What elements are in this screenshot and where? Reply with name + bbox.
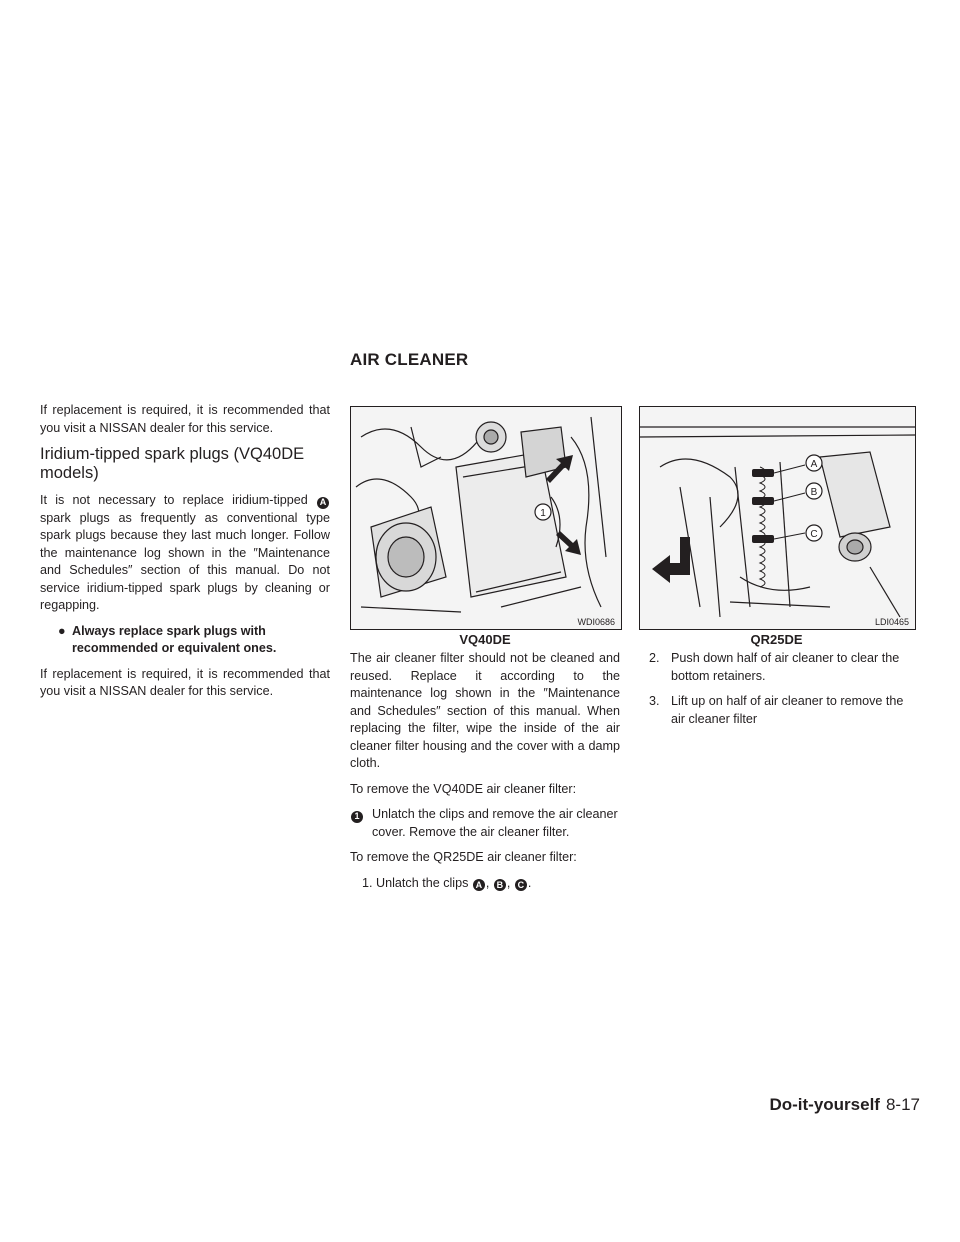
step-vq40de-1 xyxy=(350,806,620,841)
step-qr25de-1 xyxy=(350,875,620,893)
paragraph-qr25de-remove: To remove the QR25DE air cleaner filter: xyxy=(350,850,577,864)
paragraph-iridium xyxy=(40,492,330,615)
page-footer xyxy=(769,1095,920,1115)
figure-caption-vq40de: VQ40DE xyxy=(459,632,511,647)
comma: , xyxy=(506,875,511,890)
marker-b-icon: B xyxy=(494,879,506,891)
footer-section-title: Do-it-yourself xyxy=(769,1095,880,1114)
figure-code-ldi0465: LDI0465 xyxy=(874,617,909,627)
step-qr25de-2 xyxy=(639,650,915,685)
callout-c-label: C xyxy=(810,529,818,540)
step-text: Unlatch the clips and remove the air cleaner cover. Remove the air cleaner filter. xyxy=(372,807,618,839)
period: . xyxy=(527,875,532,890)
page-number: 8-17 xyxy=(885,1095,920,1114)
engine-illustration-qr25de xyxy=(640,407,915,629)
bullet-text: Always replace spark plugs with recommended or equivalent ones. xyxy=(72,623,277,655)
paragraph-dealer-service-2: If replacement is required, it is recommended that you visit a NISSAN dealer for this service. xyxy=(40,666,330,698)
step-text: Push down half of air cleaner to clear the bottom retainers. xyxy=(671,651,900,683)
step-number: 3. xyxy=(649,694,660,708)
bullet-warning xyxy=(40,623,330,658)
bullet-dot-icon: ● xyxy=(58,623,66,638)
step-number xyxy=(350,806,372,841)
column-right xyxy=(639,650,915,736)
paragraph-dealer-service-1: If replacement is required, it is recommended that you visit a NISSAN dealer for this service. xyxy=(40,403,330,435)
section-heading: AIR CLEANER xyxy=(350,350,469,369)
engine-illustration-vq40de xyxy=(351,407,621,629)
paragraph-filter-replace: The air cleaner filter should not be cleaned and reused. Replace it according to the maintenance log shown in the ″Maintenance and Schedules″ section of this manual. When replacing the filter, wipe the inside of the air cleaner filter housing and the cover with a damp cloth. xyxy=(350,651,620,770)
iridium-text-after: spark plugs as frequently as conventional type spark plugs because they last much longer. Follow the maintenance log shown in the ″Maintenance and Schedules″ section of this manual. Do not service iridium-tipped spark plugs by cleaning or regapping. xyxy=(40,510,330,612)
callout-b-label: B xyxy=(810,487,818,498)
figure-qr25de-engine xyxy=(639,406,916,630)
callout-a-label: A xyxy=(810,459,818,470)
step-qr25de-3 xyxy=(639,693,915,728)
callout-1-label: 1 xyxy=(540,508,546,519)
figure-caption-qr25de: QR25DE xyxy=(750,632,803,647)
figure-code-wdi0686: WDI0686 xyxy=(577,617,615,627)
iridium-text-before: It is not necessary to replace iridium-tipped xyxy=(40,493,308,507)
marker-c-icon: C xyxy=(515,879,527,891)
subheading-iridium: Iridium-tipped spark plugs (VQ40DE models) xyxy=(40,445,305,482)
paragraph-vq40de-remove: To remove the VQ40DE air cleaner filter: xyxy=(350,781,577,796)
step-text: Lift up on half of air cleaner to remove the air cleaner filter xyxy=(671,694,904,726)
comma: , xyxy=(485,875,490,890)
column-middle xyxy=(350,650,620,900)
step-number: 2. xyxy=(649,651,660,665)
column-left xyxy=(40,402,330,709)
marker-a-icon: A xyxy=(473,879,485,891)
marker-1-icon: 1 xyxy=(351,811,363,823)
figure-vq40de-engine xyxy=(350,406,622,630)
step-qr25de-1-text: 1. Unlatch the clips xyxy=(362,875,469,890)
marker-a-icon: A xyxy=(317,497,329,509)
